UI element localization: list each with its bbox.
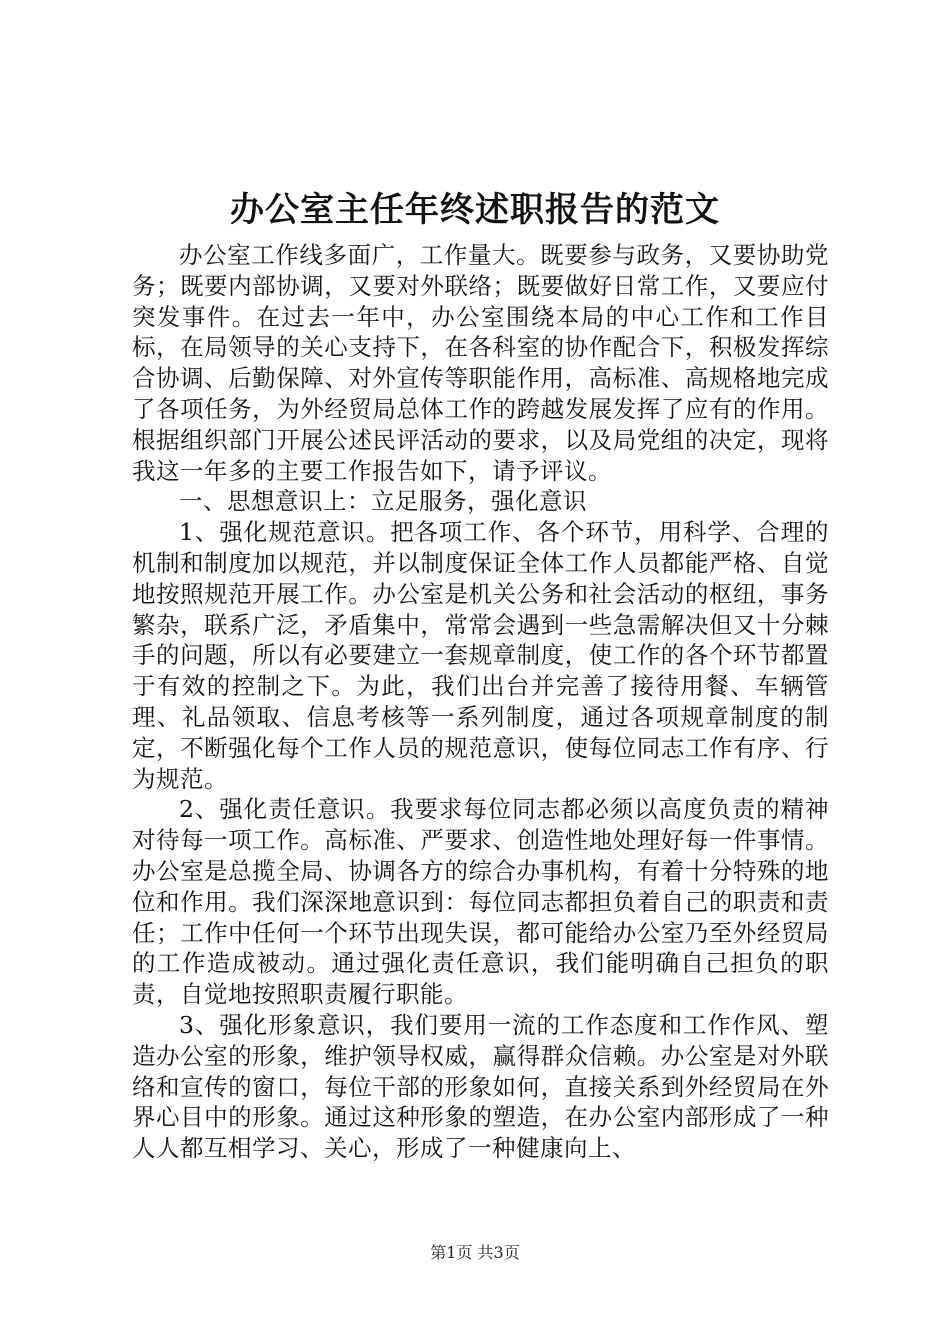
- page-footer: 第1页 共3页: [430, 1243, 520, 1262]
- section-heading: 一、思想意识上：立足服务，强化意识: [179, 487, 587, 516]
- document-title: 办公室主任年终述职报告的范文: [230, 190, 720, 230]
- paragraph-item-2: 2、强化责任意识。我要求每位同志都必须以高度负责的精神对待每一项工作。高标准、严要求、创造性地处理好每一件事情。办公室是总揽全局、协调各方的综合办事机构，有着十分特殊的地位和作用。我们深深地意识到：每位同志都担负着自己的职责和责任；工作中任何一个环节出现失误，都可能给办公室乃至外经贸局的工作造成被动。通过强化责任意识，我们能明确自己担负的职责，自觉地按照职责履行职能。: [132, 795, 829, 1009]
- paragraph-intro: 办公室工作线多面广，工作量大。既要参与政务，又要协助党务；既要内部协调，又要对外联络；既要做好日常工作，又要应付突发事件。在过去一年中，办公室围绕本局的中心工作和工作目标，在局领导的关心支持下，在各科室的协作配合下，积极发挥综合协调、后勤保障、对外宣传等职能作用，高标准、高规格地完成了各项任务，为外经贸局总体工作的跨越发展发挥了应有的作用。根据组织部门开展公述民评活动的要求，以及局党组的决定，现将我这一年多的主要工作报告如下，请予评议。: [132, 241, 829, 485]
- paragraph-item-1: 1、强化规范意识。把各项工作、各个环节，用科学、合理的机制和制度加以规范，并以制度保证全体工作人员都能严格、自觉地按照规范开展工作。办公室是机关公务和社会活动的枢纽，事务繁杂，联系广泛，矛盾集中，常常会遇到一些急需解决但又十分棘手的问题，所以有必要建立一套规章制度，使工作的各个环节都置于有效的控制之下。为此，我们出台并完善了接待用餐、车辆管理、礼品领取、信息考核等一系列制度，通过各项规章制度的制定，不断强化每个工作人员的规范意识，使每位同志工作有序、行为规范。: [132, 518, 829, 793]
- paragraph-item-3: 3、强化形象意识，我们要用一流的工作态度和工作作风、塑造办公室的形象，维护领导权威，赢得群众信赖。办公室是对外联络和宣传的窗口，每位干部的形象如何，直接关系到外经贸局在外界心目中的形象。通过这种形象的塑造，在办公室内部形成了一种人人都互相学习、关心，形成了一种健康向上、: [132, 1010, 829, 1163]
- document-body: [132, 240, 829, 1164]
